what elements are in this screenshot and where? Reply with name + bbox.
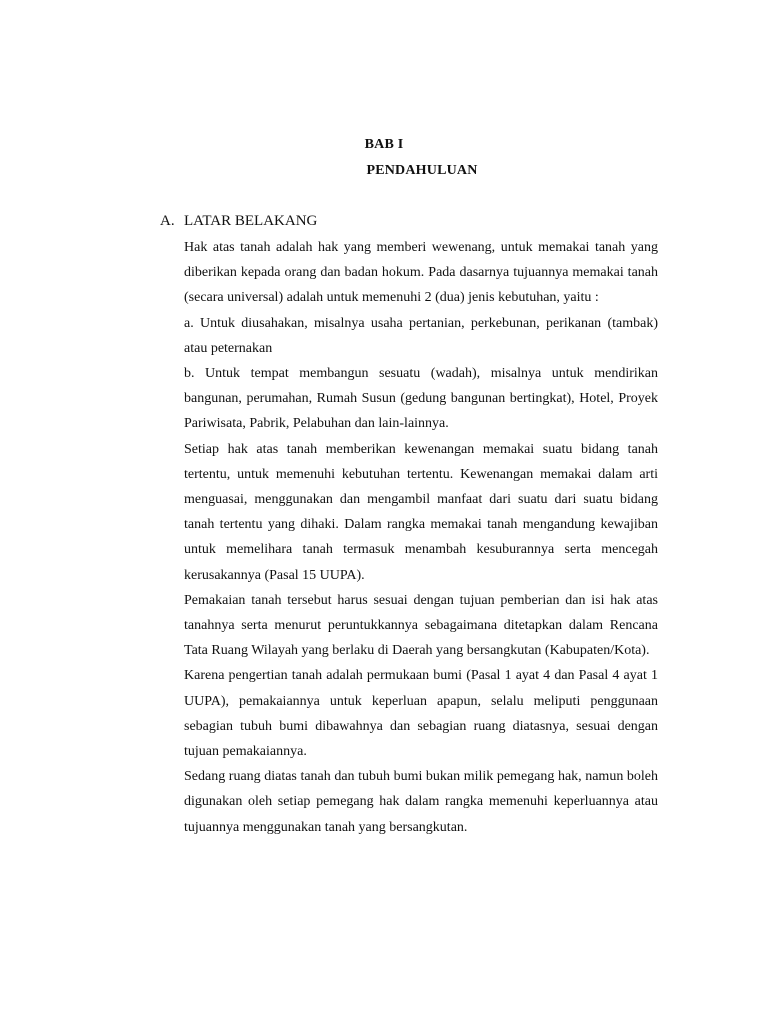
paragraph: Hak atas tanah adalah hak yang memberi wewenang, untuk memakai tanah yang diberikan kepada orang dan badan hokum. Pada dasarnya tujuannya memakai tanah (secara universal) adalah untuk memenuhi 2 (dua) jenis kebutuhan, yaitu : — [184, 240, 658, 306]
paragraph: Karena pengertian tanah adalah permukaan bumi (Pasal 1 ayat 4 dan Pasal 4 ayat 1 UUPA), pemakaiannya untuk keperluan apapun, selalu meliputi penggunaan sebagian tubuh bumi dibawahnya dan sebagian ruang diatasnya, sesuai dengan tujuan pemakaiannya. — [184, 668, 658, 760]
paragraph: Sedang ruang diatas tanah dan tubuh bumi bukan milik pemegang hak, namun boleh digunakan oleh setiap pemegang hak dalam rangka memenuhi keperluannya atau tujuannya menggunakan tanah yang bersangkutan. — [184, 769, 658, 835]
chapter-title: PENDAHULUAN — [366, 163, 478, 178]
list-item: b. Untuk tempat membangun sesuatu (wadah), misalnya untuk mendirikan bangunan, perumahan, Rumah Susun (gedung bangunan bertingkat), Hotel, Proyek Pariwisata, Pabrik, Pelabuhan dan lain-lainnya. — [184, 366, 658, 432]
body-text — [184, 235, 658, 840]
section-heading — [160, 212, 317, 230]
section-marker: A. — [160, 213, 175, 229]
paragraph: Pemakaian tanah tersebut harus sesuai dengan tujuan pemberian dan isi hak atas tanahnya serta menurut peruntukkannya sebagaimana ditetapkan dalam Rencana Tata Ruang Wilayah yang berlaku di Daerah yang bersangkutan (Kabupaten/Kota). — [184, 592, 658, 659]
paragraph: Setiap hak atas tanah memberikan kewenangan memakai suatu bidang tanah tertentu, untuk memenuhi kebutuhan tertentu. Kewenangan memakai dalam arti menguasai, menggunakan dan mengambil manfaat dari suatu dari suatu bidang tanah tertentu yang dihaki. Dalam rangka memakai tanah mengandung kewajiban untuk memelihara tanah termasuk menambah kesuburannya serta mencegah kerusakannya (Pasal 15 UUPA). — [184, 441, 658, 583]
list-item: a. Untuk diusahakan, misalnya usaha pertanian, perkebunan, perikanan (tambak) atau peternakan — [184, 315, 658, 356]
section-title: LATAR BELAKANG — [184, 213, 318, 229]
chapter-number: BAB I — [364, 137, 404, 152]
